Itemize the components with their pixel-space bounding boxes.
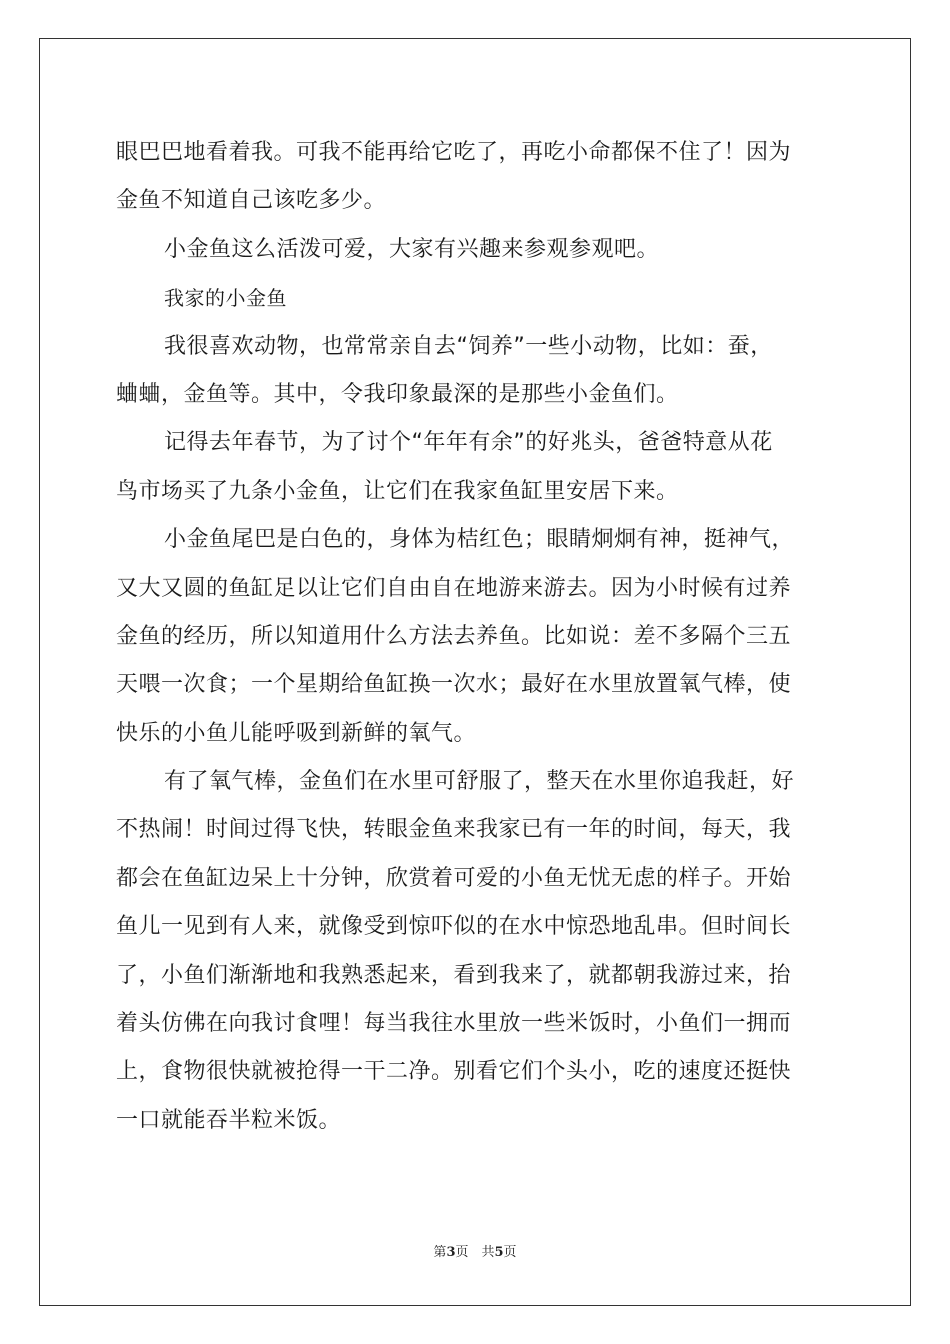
paragraph-start: 小金鱼尾巴是白色的，身体为桔红色；眼睛炯炯有神，挺神气， xyxy=(164,527,795,553)
text-line: 一口就能吞半粒米饭。 xyxy=(116,1107,342,1133)
paragraph-start: 有了氧气棒，金鱼们在水里可舒服了，整天在水里你追我赶，好 xyxy=(164,769,795,795)
text-line: 眼巴巴地看着我。可我不能再给它吃了，再吃小命都保不住了！因为 xyxy=(116,140,792,165)
text-line: 蛐蛐，金鱼等。其中，令我印象最深的是那些小金鱼们。 xyxy=(116,381,679,407)
page-suffix: 页 xyxy=(503,1245,517,1260)
page-total: 5 xyxy=(494,1245,504,1260)
text-line: 金鱼不知道自己该吃多少。 xyxy=(116,188,387,214)
text-line: 了，小鱼们渐渐地和我熟悉起来，看到我来了，就都朝我游过来，抬 xyxy=(116,962,792,988)
paragraph-start: 我很喜欢动物，也常常亲自去“饲养”一些小动物，比如：蚕， xyxy=(164,333,773,359)
text-line: 鸟市场买了九条小金鱼，让它们在我家鱼缸里安居下来。 xyxy=(116,478,679,504)
page-mid: 页 共 xyxy=(455,1245,495,1260)
text-line: 都会在鱼缸边呆上十分钟，欣赏着可爱的小鱼无忧无虑的样子。开始 xyxy=(116,865,792,891)
page-footer xyxy=(0,1241,950,1260)
paragraph-start: 小金鱼这么活泼可爱，大家有兴趣来参观参观吧。 xyxy=(164,236,660,262)
text-line: 快乐的小鱼儿能呼吸到新鲜的氧气。 xyxy=(116,720,477,746)
page-current: 3 xyxy=(446,1245,456,1260)
page-prefix: 第 xyxy=(433,1245,447,1260)
text-line: 鱼儿一见到有人来，就像受到惊吓似的在水中惊恐地乱串。但时间长 xyxy=(116,914,792,940)
document-body xyxy=(116,129,834,1145)
text-line: 不热闹！时间过得飞快，转眼金鱼来我家已有一年的时间，每天，我 xyxy=(116,817,792,843)
text-line: 着头仿佛在向我讨食哩！每当我往水里放一些米饭时，小鱼们一拥而 xyxy=(116,1011,792,1037)
paragraph-start: 记得去年春节，为了讨个“年年有余”的好兆头，爸爸特意从花 xyxy=(164,430,773,456)
section-title: 我家的小金鱼 xyxy=(164,286,287,311)
text-line: 天喂一次食；一个星期给鱼缸换一次水；最好在水里放置氧气棒，使 xyxy=(116,672,792,698)
text-line: 又大又圆的鱼缸足以让它们自由自在地游来游去。因为小时候有过养 xyxy=(116,575,792,601)
text-line: 上，食物很快就被抢得一干二净。别看它们个头小，吃的速度还挺快 xyxy=(116,1059,792,1085)
text-line: 金鱼的经历，所以知道用什么方法去养鱼。比如说：差不多隔个三五 xyxy=(116,623,792,649)
